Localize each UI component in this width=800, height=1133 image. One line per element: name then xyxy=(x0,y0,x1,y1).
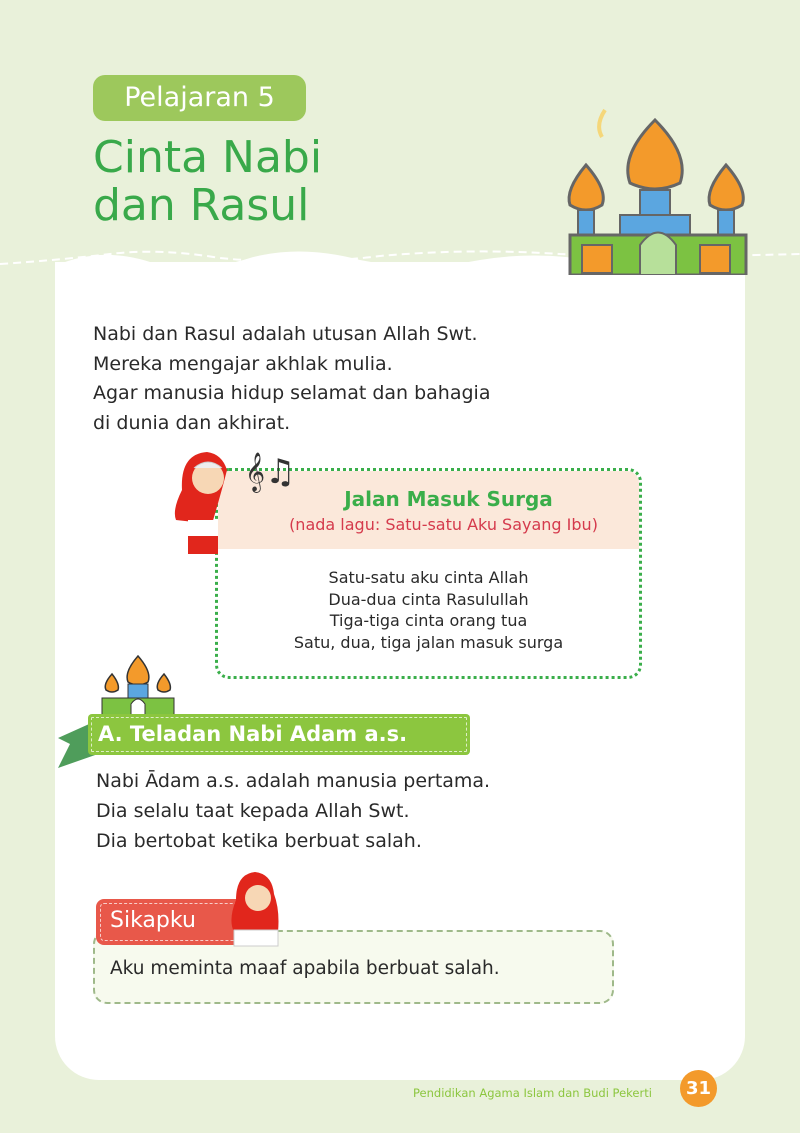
section-a-body xyxy=(96,766,490,856)
sikapku-label: Sikapku xyxy=(96,899,246,945)
small-mosque-icon xyxy=(98,648,178,716)
page-title-line2: dan Rasul xyxy=(93,180,310,231)
song-box xyxy=(215,468,642,679)
footer-book-title: Pendidikan Agama Islam dan Budi Pekerti xyxy=(413,1086,652,1100)
page-number: 31 xyxy=(680,1070,717,1107)
song-lyrics xyxy=(218,567,639,653)
intro-line: Nabi dan Rasul adalah utusan Allah Swt. xyxy=(93,323,478,345)
lesson-badge: Pelajaran 5 xyxy=(93,75,306,121)
lyric-line: Satu, dua, tiga jalan masuk surga xyxy=(293,632,564,652)
body-line: Dia selalu taat kepada Allah Swt. xyxy=(96,800,410,822)
section-a-heading: A. Teladan Nabi Adam a.s. xyxy=(88,714,470,755)
lyric-line: Satu-satu aku cinta Allah xyxy=(328,568,529,587)
intro-line: di dunia dan akhirat. xyxy=(93,411,291,434)
song-subtitle: (nada lagu: Satu-satu Aku Sayang Ibu) xyxy=(289,515,598,534)
music-notes-icon: 𝄞♫ xyxy=(245,452,296,492)
girl-illustration xyxy=(228,870,283,948)
intro-line: Mereka mengajar akhlak mulia. xyxy=(93,352,393,375)
body-line: Nabi Ādam a.s. adalah manusia pertama. xyxy=(96,770,491,792)
mosque-illustration xyxy=(540,95,770,275)
sikapku-text: Aku meminta maaf apabila berbuat salah. xyxy=(110,958,500,979)
page-title-line1: Cinta Nabi xyxy=(93,132,323,183)
intro-line: Agar manusia hidup selamat dan bahagia xyxy=(93,382,491,404)
lyric-line: Tiga-tiga cinta orang tua xyxy=(329,611,528,630)
singing-girl-illustration xyxy=(172,450,242,555)
body-line: Dia bertobat ketika berbuat salah. xyxy=(96,830,422,852)
intro-paragraph xyxy=(93,320,653,438)
song-title: Jalan Masuk Surga xyxy=(344,487,553,511)
lyric-line: Dua-dua cinta Rasulullah xyxy=(328,589,529,609)
